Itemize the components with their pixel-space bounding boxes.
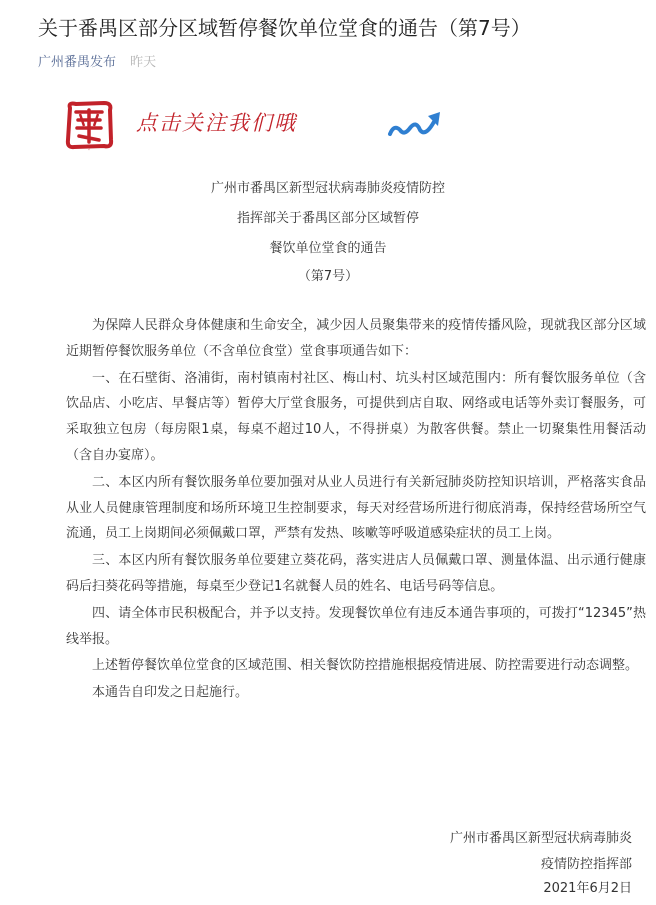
- account-name-link[interactable]: 广州番禺发布: [38, 55, 117, 70]
- article-title: 关于番禺区部分区域暂停餐饮单位堂食的通告（第7号）: [38, 16, 531, 40]
- signature-org-line-2: 疫情防控指挥部: [540, 857, 632, 872]
- paragraph-item-3: 三、本区内所有餐饮服务单位要建立葵花码，落实进店人员佩戴口罩、测量体温、出示通行健康码后扫葵花码等措施，每桌至少登记1名就餐人员的姓名、电话号码等信息。: [66, 553, 646, 594]
- seal-text: 番禺: [88, 150, 90, 151]
- arrow-icon: [386, 104, 446, 144]
- follow-us-text: 点击关注我们哦: [136, 111, 297, 135]
- follow-banner[interactable]: [56, 92, 546, 160]
- signature-org-line-1: 广州市番禺区新型冠状病毒肺炎: [449, 831, 632, 846]
- seal-logo-icon: [62, 98, 116, 152]
- notice-title-line-1: 广州市番禺区新型冠状病毒肺炎疫情防控: [210, 181, 445, 196]
- notice-title-line-3: 餐饮单位堂食的通告: [269, 241, 387, 256]
- paragraph-intro: 为保障人民群众身体健康和生命安全，减少因人员聚集带来的疫情传播风险，现就我区部分区域近期暂停餐饮服务单位（不含单位食堂）堂食事项通告如下：: [66, 318, 646, 359]
- paragraph-item-2: 二、本区内所有餐饮服务单位要加强对从业人员进行有关新冠肺炎防控知识培训，严格落实食品从业人员健康管理制度和场所环境卫生控制要求，每天对经营场所进行彻底消毒，保持经营场所空气流通，员工上岗期间必须佩戴口罩，严禁有发热、咳嗽等呼吸道感染症状的员工上岗。: [66, 474, 646, 542]
- paragraph-item-4: 四、请全体市民积极配合，并予以支持。发现餐饮单位有违反本通告事项的，可拨打“12345”热线举报。: [66, 605, 646, 647]
- paragraph-effective: 本通告自印发之日起施行。: [92, 685, 249, 701]
- publish-date: 昨天: [130, 55, 157, 70]
- notice-title-line-2: 指挥部关于番禺区部分区域暂停: [236, 211, 419, 226]
- paragraph-adjustment: 上述暂停餐饮单位堂食的区域范围、相关餐饮防控措施根据疫情进展、防控需要进行动态调整。: [92, 658, 639, 674]
- paragraph-item-1: 一、在石壁街、洛浦街，南村镇南村社区、梅山村、坑头村区域范围内：所有餐饮服务单位（含饮品店、小吃店、早餐店等）暂停大厅堂食服务，可提供到店自取、网络或电话等外卖订餐服务，可采取独立包房（每房限1桌，每桌不超过10人，不得拼桌）为散客供餐。禁止一切聚集性用餐活动（含自办宴席）。: [66, 370, 646, 463]
- notice-body: [66, 313, 646, 707]
- signature-date: 2021年6月2日: [543, 881, 632, 896]
- notice-title-number: （第7号）: [297, 269, 359, 284]
- article-meta: [38, 54, 156, 72]
